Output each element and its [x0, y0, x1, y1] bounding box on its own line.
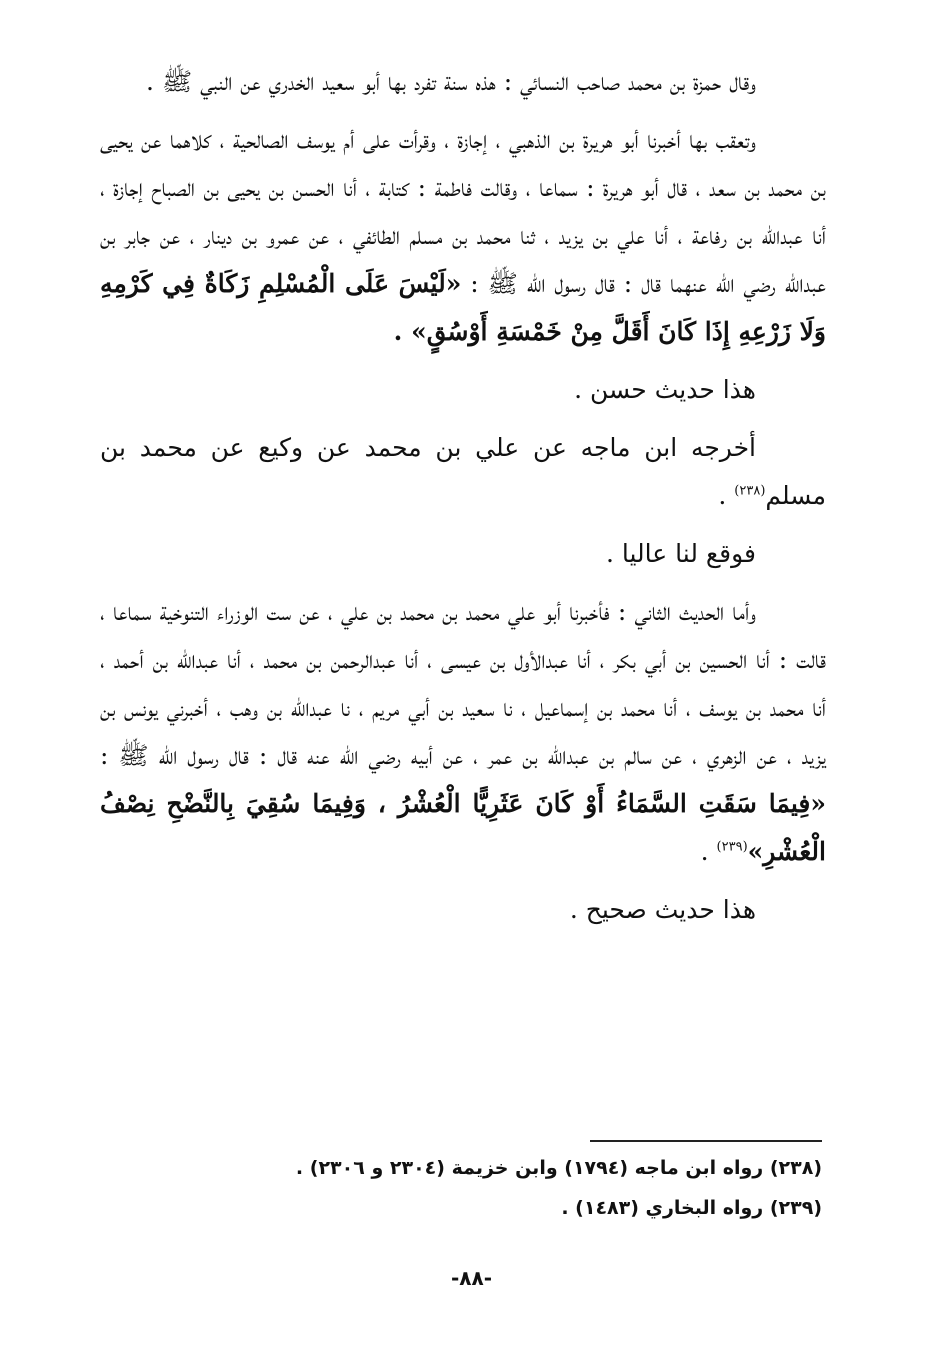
paragraph-second-hadith-chain: [100, 588, 826, 876]
paragraph-first-hadith-chain: [100, 116, 826, 356]
footnotes-section: [100, 1148, 822, 1228]
footnote-239: (٢٣٩) رواه البخاري (١٤٨٣) .: [561, 1197, 822, 1219]
hadith-quote: «فِيمَا سَقَتِ السَّمَاءُ أَوْ كَانَ عَثَرِيًّا الْعُشْرُ ، وَفِيمَا سُقِيَ بِالنَّضْحِ نِصْفُ الْعُشْرِ»: [100, 789, 826, 866]
paragraph-text: هذا حديث حسن .: [574, 375, 756, 404]
paragraph-ending: .: [700, 837, 717, 866]
paragraph-text: فوقع لنا عاليا .: [606, 539, 756, 568]
paragraph-text: وأما الحديث الثاني : فأخبرنا أبو علي محمد بن محمد بن علي ، عن ست الوزراء التنوخية سماعا ، قالت : أنا الحسين بن أبي بكر ، أنا عبدالأول بن عيسى ، أنا عبدالرحمن بن محمد ، أنا عبدالله بن أحمد ، أنا محمد بن يوسف ، أنا محمد بن إسماعيل ، نا سعيد بن أبي مريم ، نا عبدالله بن وهب ، أخبرني يونس بن يزيد ، عن الزهري ، عن سالم بن عبدالله بن عمر ، عن أبيه رضي الله عنه قال : قال رسول الله ﷺ :: [100, 597, 826, 770]
paragraph-grading-sahih: [100, 886, 826, 934]
footnote-238: (٢٣٨) رواه ابن ماجه (١٧٩٤) وابن خزيمة (٢٣٠٤ و ٢٣٠٦) .: [295, 1157, 822, 1179]
footnote-divider: [590, 1140, 822, 1142]
paragraph-hamza-statement: [100, 58, 826, 106]
paragraph-text: وتعقب بها أخبرنا أبو هريرة بن الذهبي ، إجازة ، وقرأت على أم يوسف الصالحية ، كلاهما عن يحيى بن محمد بن سعد ، قال أبو هريرة : سماعا ، وقالت فاطمة : كتابة ، أنا الحسن بن يحيى بن الصباح إجازة ، أنا عبدالله بن رفاعة ، أنا علي بن يزيد ، ثنا محمد بن مسلم الطائفي ، عن عمرو بن دينار ، عن جابر بن عبدالله رضي الله عنهما قال : قال رسول الله ﷺ :: [100, 125, 826, 298]
hadith-quote: «لَيْسَ عَلَى الْمُسْلِمِ زَكَاةٌ فِي كَرْمِهِ وَلَا زَرْعِهِ إِذَا كَانَ أَقَلَّ مِنْ خَمْسَةِ أَوْسُقٍ» .: [100, 269, 826, 346]
document-body: [100, 58, 826, 944]
paragraph-grading-hasan: [100, 366, 826, 414]
paragraph-text: أخرجه ابن ماجه عن علي بن محمد عن وكيع عن محمد بن مسلم: [100, 433, 826, 510]
page-number: -٨٨-: [450, 1266, 493, 1290]
paragraph-ibn-majah-source: [100, 424, 826, 520]
paragraph-ending: .: [718, 481, 735, 510]
footnote-reference: (٢٣٨): [734, 483, 766, 499]
footnote-reference: (٢٣٩): [716, 839, 748, 855]
paragraph-text: وقال حمزة بن محمد صاحب النسائي : هذه سنة تفرد بها أبو سعيد الخدري عن النبي ﷺ .: [146, 67, 756, 96]
paragraph-text: هذا حديث صحيح .: [569, 895, 756, 924]
paragraph-high-chain: [100, 530, 826, 578]
